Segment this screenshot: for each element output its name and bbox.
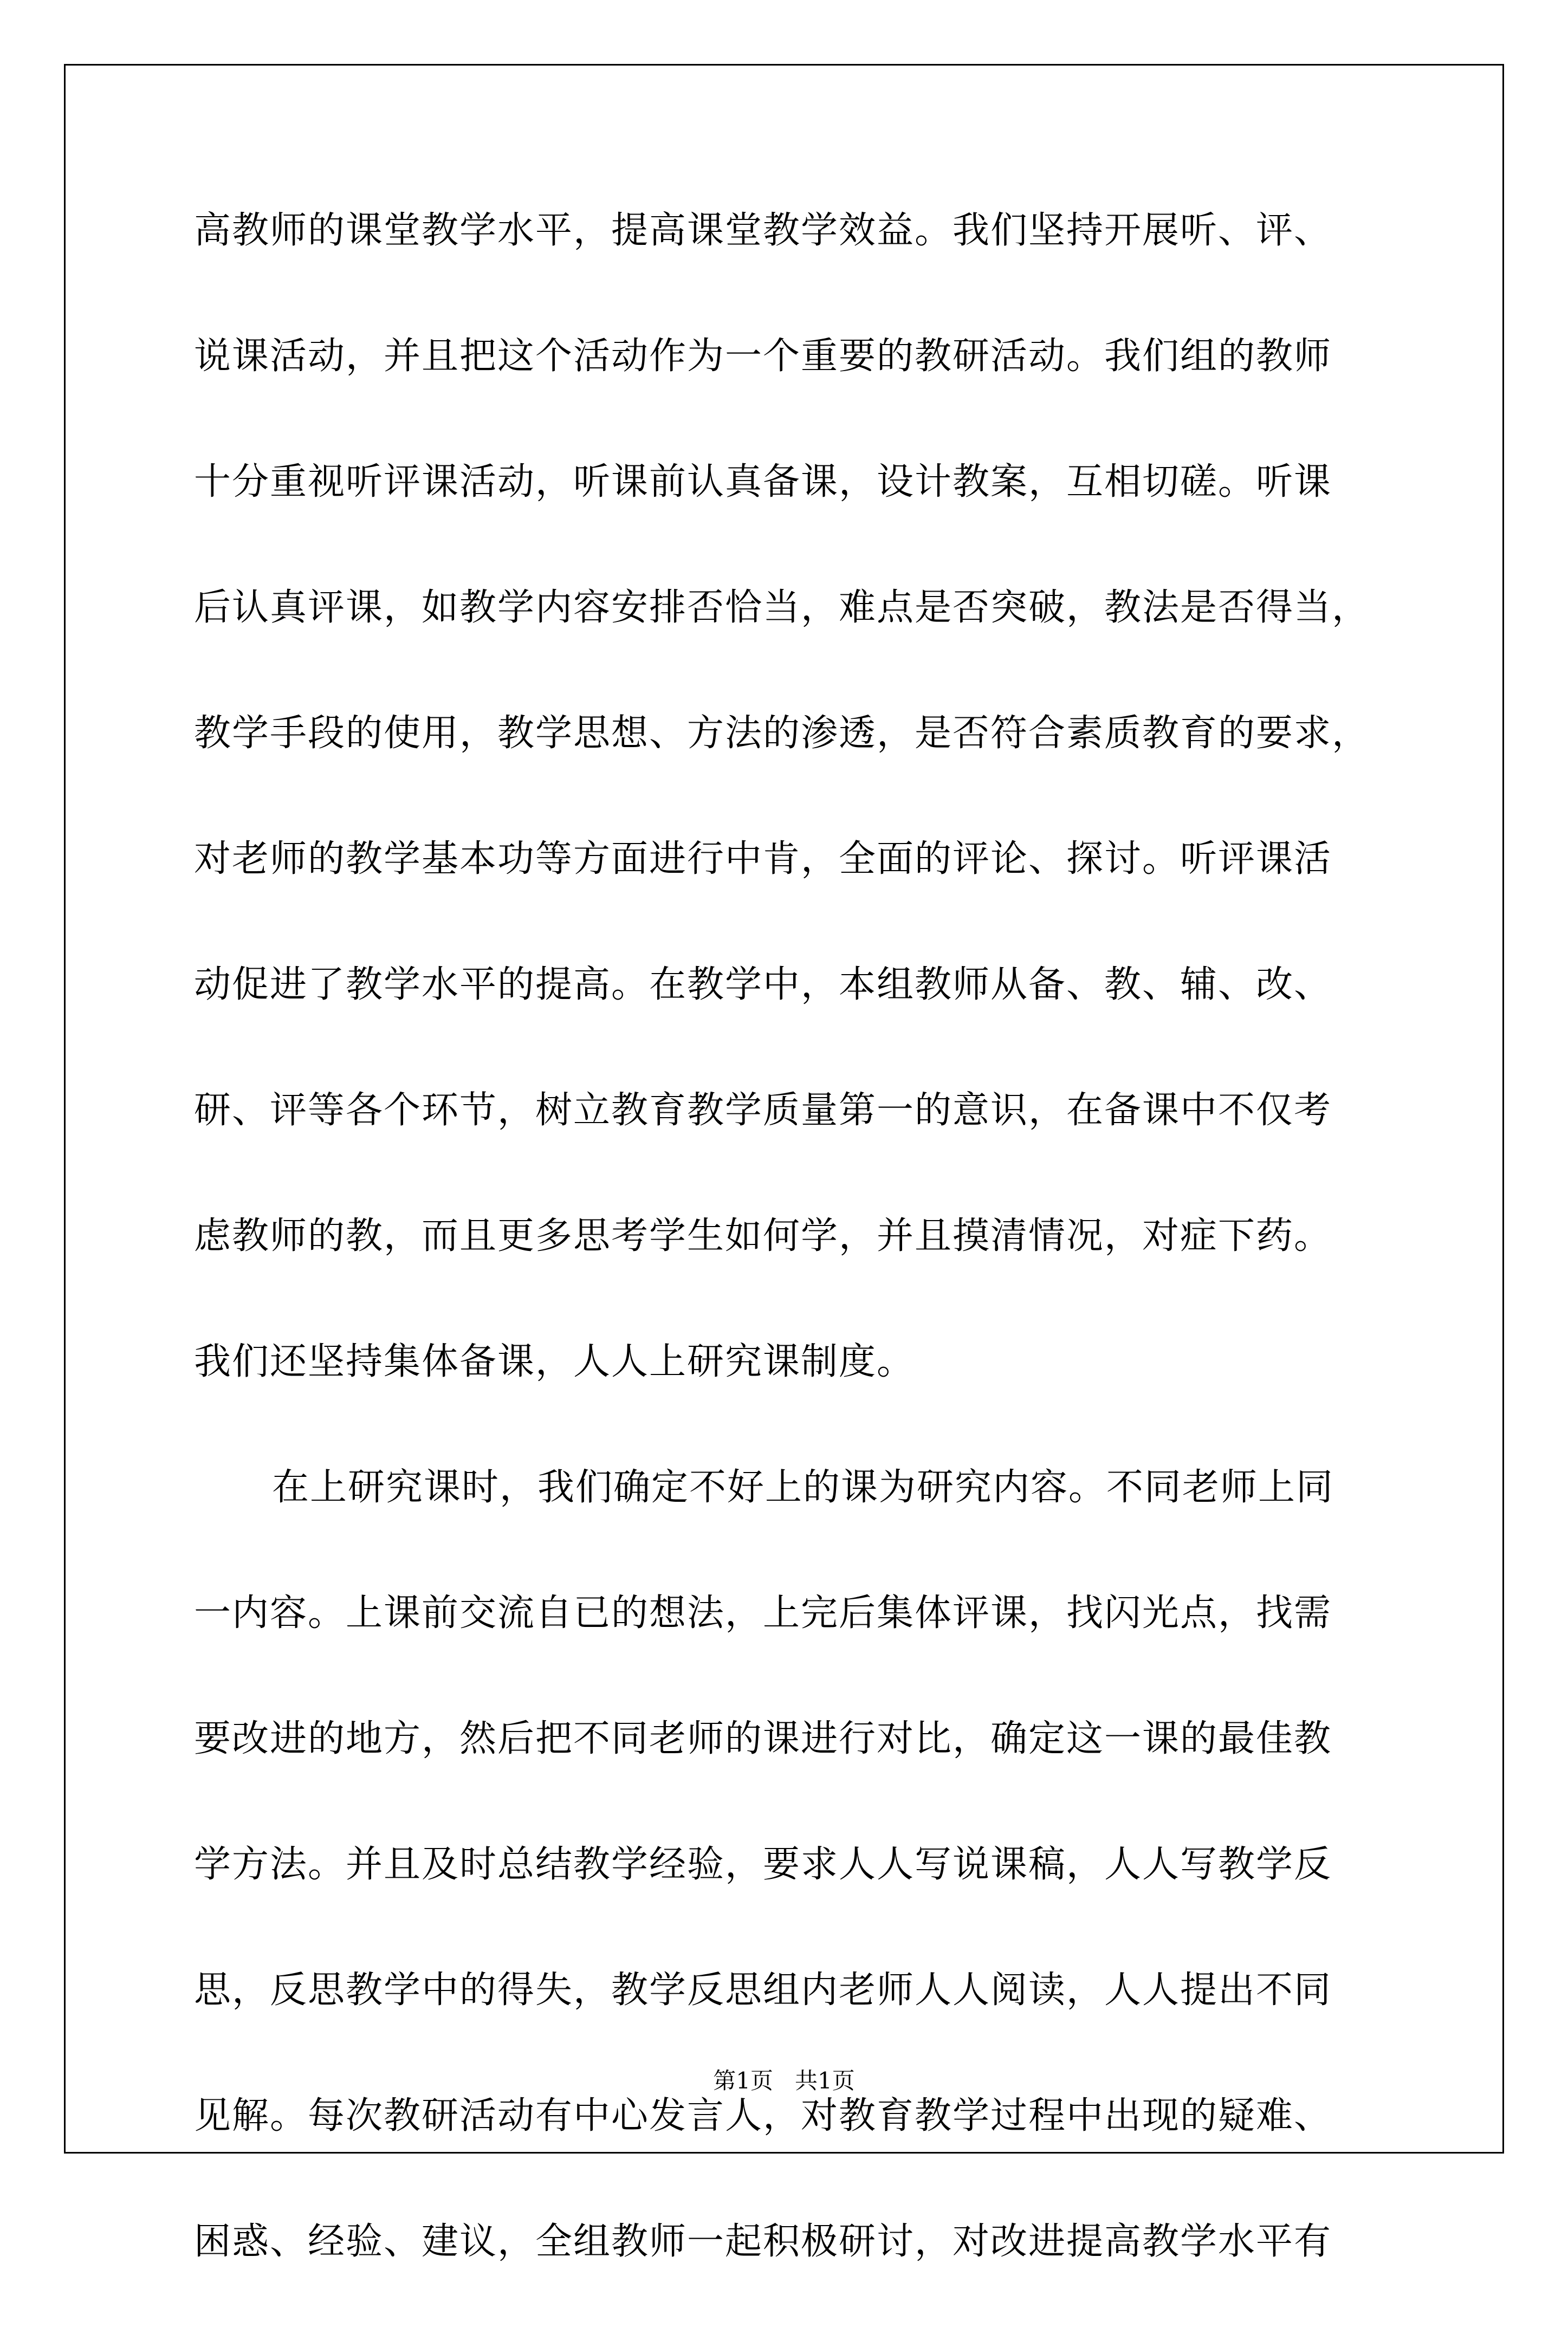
page-number: 第1页	[713, 2067, 773, 2094]
text-line: 见解。每次教研活动有中心发言人，对教育教学过程中出现的疑难、	[194, 2094, 1332, 2137]
document-body	[194, 204, 1386, 2341]
text-line: 一内容。上课前交流自已的想法，上完后集体评课，找闪光点，找需	[194, 1592, 1332, 1635]
text-line: 说课活动，并且把这个活动作为一个重要的教研活动。我们组的教师	[194, 335, 1332, 378]
text-line: 研、评等各个环节，树立教育教学质量第一的意识，在备课中不仅考	[194, 1089, 1332, 1132]
text-line: 十分重视听评课活动，听课前认真备课，设计教案，互相切磋。听课	[194, 461, 1332, 503]
text-line: 困惑、经验、建议，全组教师一起积极研讨，对改进提高教学水平有	[194, 2220, 1332, 2263]
text-line: 学方法。并且及时总结教学经验，要求人人写说课稿，人人写教学反	[194, 1843, 1332, 1886]
text-line: 虑教师的教，而且更多思考学生如何学，并且摸清情况，对症下药。	[194, 1215, 1332, 1257]
text-line: 教学手段的使用，教学思想、方法的渗透，是否符合素质教育的要求，	[194, 712, 1370, 755]
paragraph-start-line: 在上研究课时，我们确定不好上的课为研究内容。不同老师上同	[272, 1466, 1334, 1509]
text-line: 后认真评课，如教学内容安排否恰当，难点是否突破，教法是否得当，	[194, 586, 1370, 629]
page-total: 共1页	[795, 2067, 855, 2094]
text-line: 思，反思教学中的得失，教学反思组内老师人人阅读，人人提出不同	[194, 1969, 1332, 2012]
page-footer	[0, 2063, 1568, 2096]
text-line: 对老师的教学基本功等方面进行中肯，全面的评论、探讨。听评课活	[194, 838, 1332, 880]
text-line: 高教师的课堂教学水平，提高课堂教学效益。我们坚持开展听、评、	[194, 209, 1332, 252]
text-line: 我们还坚持集体备课，人人上研究课制度。	[194, 1340, 915, 1383]
text-line: 要改进的地方，然后把不同老师的课进行对比，确定这一课的最佳教	[194, 1717, 1332, 1760]
text-line: 动促进了教学水平的提高。在教学中，本组教师从备、教、辅、改、	[194, 963, 1332, 1006]
